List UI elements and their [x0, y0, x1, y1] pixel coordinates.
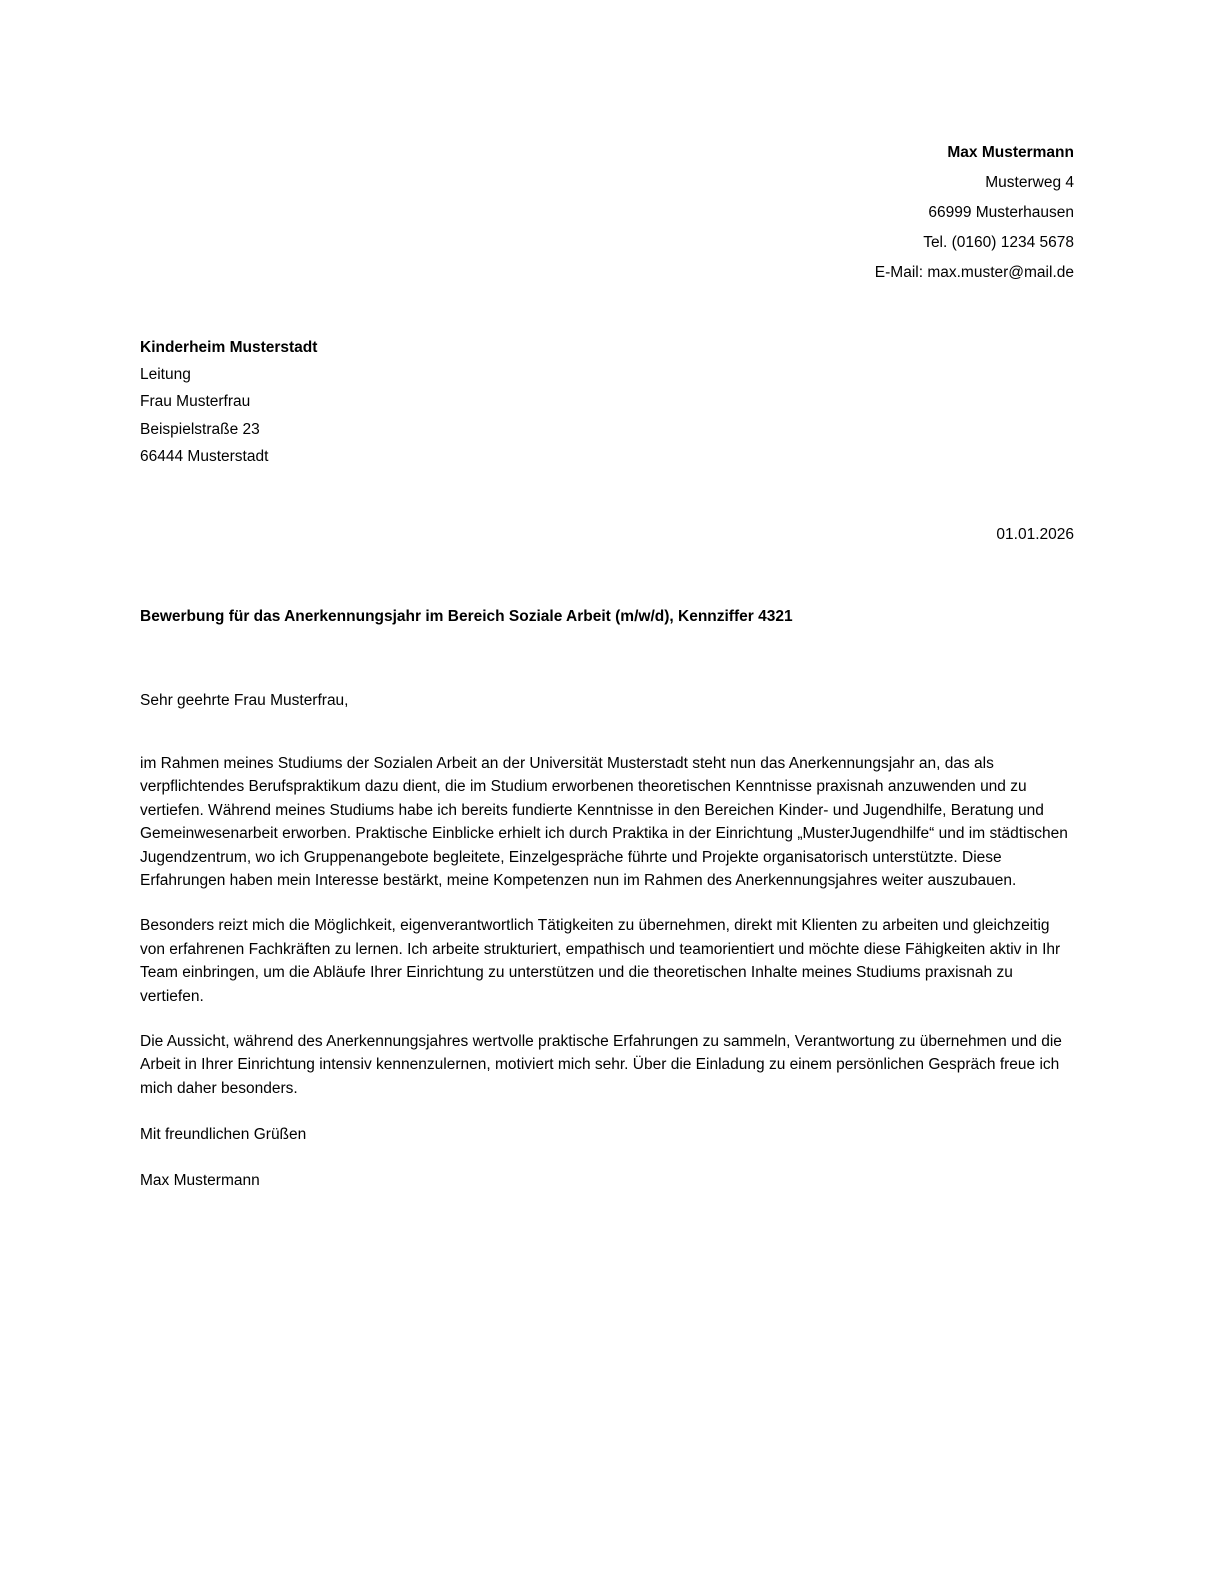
- sender-street: Musterweg 4: [985, 174, 1074, 191]
- letter-body: [140, 752, 1074, 1100]
- sender-name: Max Mustermann: [947, 144, 1074, 161]
- recipient-department: Leitung: [140, 366, 191, 384]
- letter-content: [140, 0, 1074, 1192]
- sender-city: 66999 Musterhausen: [928, 204, 1074, 221]
- recipient-address-block: [140, 334, 1074, 470]
- sender-phone: Tel. (0160) 1234 5678: [923, 234, 1074, 251]
- salutation: Sehr geehrte Frau Musterfrau,: [140, 692, 349, 710]
- sender-email: E-Mail: max.muster@mail.de: [874, 264, 1074, 281]
- letter-date: 01.01.2026: [996, 526, 1074, 544]
- signature-name: Max Mustermann: [140, 1171, 260, 1189]
- closing-phrase: Mit freundlichen Grüßen: [140, 1126, 307, 1144]
- body-paragraph: Besonders reizt mich die Möglichkeit, eigenverantwortlich Tätigkeiten zu übernehmen, direkt mit Klienten zu arbeiten und gleichzeitig von erfahrenen Fachkräften zu lernen. Ich arbeite strukturiert, empathisch und teamorientiert und möchte diese Fähigkeiten aktiv in Ihr Team einbringen, um die Abläufe Ihrer Einrichtung zu unterstützen und die theoretischen Inhalte meines Studiums praxisnah zu vertiefen.: [140, 917, 1061, 1005]
- recipient-person: Frau Musterfrau: [140, 393, 251, 411]
- recipient-street: Beispielstraße 23: [140, 420, 260, 438]
- recipient-organization: Kinderheim Musterstadt: [140, 339, 318, 356]
- subject-line: Bewerbung für das Anerkennungsjahr im Bereich Soziale Arbeit (m/w/d), Kennziffer 4321: [140, 608, 793, 626]
- body-paragraph: im Rahmen meines Studiums der Sozialen Arbeit an der Universität Musterstadt steht nun das Anerkennungsjahr an, das als verpflichtendes Berufspraktikum dazu dient, die im Studium erworbenen theoretischen Kenntnisse praxisnah anzuwenden und zu vertiefen. Während meines Studiums habe ich bereits fundierte Kenntnisse in den Bereichen Kinder- und Jugendhilfe, Beratung und Gemeinwesenarbeit erworben. Praktische Einblicke erhielt ich durch Praktika in der Einrichtung „MusterJugendhilfe“ und im städtischen Jugendzentrum, wo ich Gruppenangebote begleitete, Einzelgespräche führte und Projekte organisatorisch unterstützte. Diese Erfahrungen haben mein Interesse bestärkt, meine Kompetenzen nun im Rahmen des Anerkennungsjahres weiter auszubauen.: [140, 755, 1068, 890]
- recipient-city: 66444 Musterstadt: [140, 447, 269, 465]
- sender-address-block: [140, 0, 1074, 288]
- body-paragraph: Die Aussicht, während des Anerkennungsjahres wertvolle praktische Erfahrungen zu sammeln, Verantwortung zu übernehmen und die Arbeit in Ihrer Einrichtung intensiv kennenzulernen, motiviert mich sehr. Über die Einladung zu einem persönlichen Gespräch freue ich mich daher besonders.: [140, 1033, 1062, 1097]
